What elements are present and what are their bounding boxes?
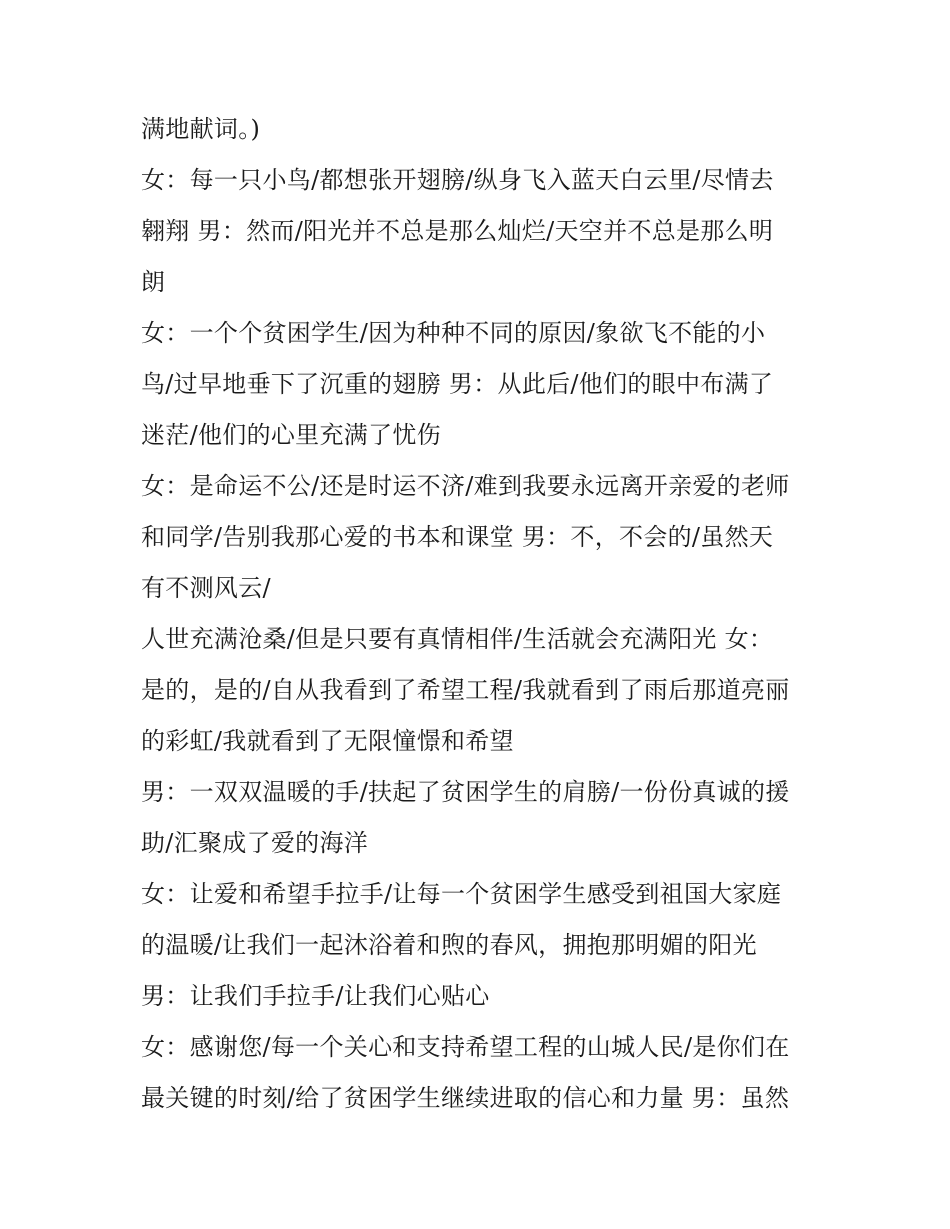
text-line: 助/汇聚成了爱的海洋 [141, 829, 369, 857]
text-line: 女：每一只小鸟/都想张开翅膀/纵身飞入蓝天白云里/尽情去 [141, 166, 774, 194]
text-line: 女：一个个贫困学生/因为种种不同的原因/象欲飞不能的小 [141, 319, 766, 347]
text-line: 是的，是的/自从我看到了希望工程/我就看到了雨后那道亮丽 [141, 676, 790, 704]
text-line: 鸟/过早地垂下了沉重的翅膀 男：从此后/他们的眼中布满了 [141, 370, 774, 398]
text-line: 男：一双双温暖的手/扶起了贫困学生的肩膀/一份份真诚的援 [141, 778, 790, 806]
text-line: 人世充满沧桑/但是只要有真情相伴/生活就会充满阳光 女： [141, 625, 774, 653]
text-line: 的温暖/让我们一起沐浴着和煦的春风，拥抱那明媚的阳光 [141, 931, 757, 959]
text-line: 迷茫/他们的心里充满了忧伤 [141, 421, 441, 449]
text-line: 女：是命运不公/还是时运不济/难到我要永远离开亲爱的老师 [141, 472, 790, 500]
text-line: 和同学/告别我那心爱的书本和课堂 男：不，不会的/虽然天 [141, 523, 774, 551]
text-line: 翱翔 男：然而/阳光并不总是那么灿烂/天空并不总是那么明 [141, 217, 774, 245]
text-line: 满地献词。) [141, 115, 261, 143]
text-line: 男：让我们手拉手/让我们心贴心 [141, 982, 490, 1010]
text-line: 朗 [141, 268, 166, 296]
text-line: 女：让爱和希望手拉手/让每一个贫困学生感受到祖国大家庭 [141, 880, 782, 908]
document-body [141, 104, 821, 1124]
text-line: 最关键的时刻/给了贫困学生继续进取的信心和力量 男：虽然 [141, 1084, 790, 1112]
text-line: 女：感谢您/每一个关心和支持希望工程的山城人民/是你们在 [141, 1033, 790, 1061]
text-line: 的彩虹/我就看到了无限憧憬和希望 [141, 727, 514, 755]
text-line: 有不测风云/ [141, 574, 271, 602]
